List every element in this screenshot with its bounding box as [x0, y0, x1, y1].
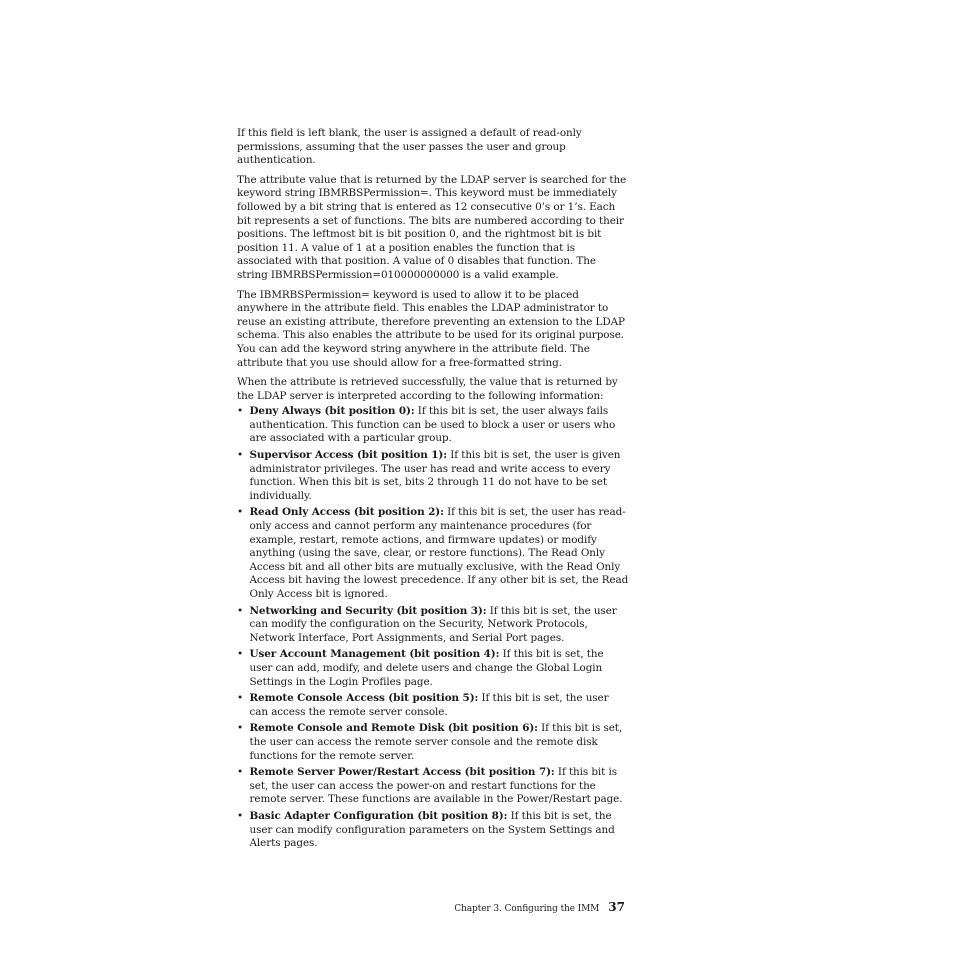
bullet-icon: • — [237, 722, 244, 735]
bullet-icon: • — [237, 692, 244, 705]
bullet-term: Read Only Access (bit position 2): — [249, 506, 444, 519]
bullet-term: Deny Always (bit position 0): — [249, 405, 415, 418]
paragraph-interpretation-intro: When the attribute is retrieved successfully, the value that is returned by the LDAP server is interpreted according to the following information: — [237, 376, 618, 402]
paragraph-blank-field: If this field is left blank, the user is assigned a default of read-only permissions, assuming that the user passes the user and group authentication. — [237, 127, 582, 167]
bullet-text: If this bit is set, the user can access the remote server console and the remote disk functions for the remote server. — [249, 722, 623, 762]
list-item-bit-7 — [237, 766, 629, 807]
bullet-term: Remote Console Access (bit position 5): — [249, 692, 479, 705]
bullet-text: If this bit is set, the user can access the power-on and restart functions for the remote server. These functions are available in the Power/Restart page. — [249, 766, 623, 806]
list-item-bit-2 — [237, 506, 629, 601]
bullet-term: Remote Console and Remote Disk (bit position 6): — [249, 722, 538, 735]
footer-page-number: 37 — [608, 900, 625, 914]
list-item-bit-6 — [237, 722, 629, 763]
bullet-text: If this bit is set, the user can add, modify, and delete users and change the Global Login Settings in the Login Profiles page. — [249, 648, 604, 688]
list-item-bit-1 — [237, 449, 629, 503]
bullet-icon: • — [237, 405, 244, 418]
paragraph-attribute-value: The attribute value that is returned by the LDAP server is searched for the keyword string IBMRBSPermission=. This keyword must be immediately followed by a bit string that is entered as 12 consecutive 0’s or 1’s. Each bit represents a set of functions. The bits are numbered according to their positions. The leftmost bit is bit position 0, and the rightmost bit is bit position 11. A value of 1 at a position enables the function that is associated with that position. A value of 0 disables that function. The string IBMRBSPermission=010000000000 is a valid example. — [237, 173, 627, 281]
list-item-bit-4 — [237, 648, 629, 689]
bullet-text: If this bit is set, the user can modify the configuration on the Security, Network Protocols, Network Interface, Port Assignments, and Serial Port pages. — [249, 604, 617, 644]
bullet-term: Basic Adapter Configuration (bit position 8): — [249, 809, 508, 822]
paragraph-keyword-usage: The IBMRBSPermission= keyword is used to allow it to be placed anywhere in the attribute field. This enables the LDAP administrator to reuse an existing attribute, therefore preventing an extension to the LDAP schema. This also enables the attribute to be used for its original purpose. You can add the keyword string anywhere in the attribute field. The attribute that you use should allow for a free-formatted string. — [237, 288, 625, 369]
list-item-bit-0 — [237, 405, 629, 446]
bullet-text: If this bit is set, the user always fails authentication. This function can be used to block a user or users who are associated with a particular group. — [249, 405, 616, 445]
bullet-icon: • — [237, 648, 244, 661]
bullet-text: If this bit is set, the user can access the remote server console. — [249, 692, 609, 718]
bullet-icon: • — [237, 766, 244, 779]
bullet-term: Supervisor Access (bit position 1): — [249, 449, 447, 462]
bullet-text: If this bit is set, the user is given administrator privileges. The user has read and write access to every function. When this bit is set, bits 2 through 11 do not have to be set individually. — [249, 449, 621, 502]
bullet-icon: • — [237, 449, 244, 462]
list-item-bit-8 — [237, 810, 629, 851]
bullet-term: Networking and Security (bit position 3): — [249, 604, 487, 617]
bullet-icon: • — [237, 604, 244, 617]
footer-chapter-title: Chapter 3. Configuring the IMM — [454, 904, 600, 914]
bullet-term: Remote Server Power/Restart Access (bit position 7): — [249, 766, 555, 779]
list-item-bit-3 — [237, 605, 629, 646]
bullet-icon: • — [237, 809, 244, 822]
bullet-text: If this bit is set, the user has read-only access and cannot perform any maintenance procedures (for example, restart, remote actions, and firmware updates) or modify anything (using the save, clear, or restore functions). The Read Only Access bit and all other bits are mutually exclusive, with the Read Only Access bit having the lowest precedence. If any other bit is set, the Read Only Access bit is ignored. — [249, 506, 629, 600]
page-body — [237, 127, 629, 854]
bullet-icon: • — [237, 506, 244, 519]
bullet-text: If this bit is set, the user can modify configuration parameters on the System Settings and Alerts pages. — [249, 809, 615, 850]
page-footer — [454, 900, 625, 914]
permission-bit-list — [237, 405, 629, 850]
list-item-bit-5 — [237, 692, 629, 719]
bullet-term: User Account Management (bit position 4): — [249, 648, 500, 661]
